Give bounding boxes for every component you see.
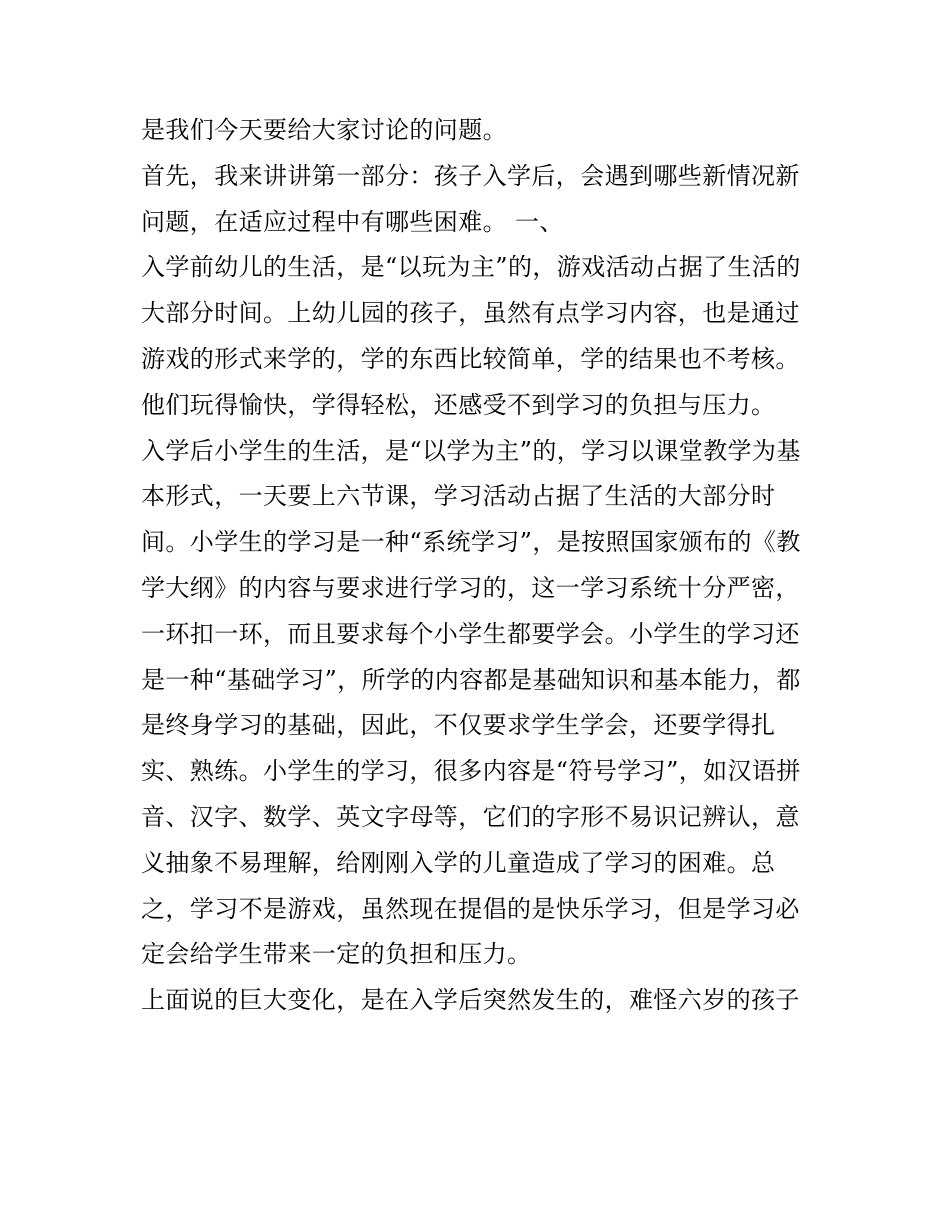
text-line: 音、汉字、数学、英文字母等，它们的字形不易识记辨认，意 (141, 802, 800, 831)
text-line: 定会给学生带来一定的负担和压力。 (141, 940, 532, 969)
text-line: 实、熟练。小学生的学习，很多内容是“符号学习”，如汉语拼 (141, 757, 801, 786)
text-line: 问题，在适应过程中有哪些困难。 一、 (141, 207, 564, 236)
text-line: 本形式，一天要上六节课，学习活动占据了生活的大部分时 (141, 482, 776, 511)
text-line: 大部分时间。上幼儿园的孩子，虽然有点学习内容，也是通过 (141, 299, 800, 328)
text-line: 他们玩得愉快，学得轻松，还感受不到学习的负担与压力。 (141, 390, 776, 419)
text-line: 入学前幼儿的生活，是“以玩为主”的，游戏活动占据了生活的 (141, 253, 801, 282)
text-line: 义抽象不易理解，给刚刚入学的儿童造成了学习的困难。总 (141, 848, 776, 877)
text-line: 上面说的巨大变化，是在入学后突然发生的，难怪六岁的孩子 (141, 986, 800, 1015)
text-line: 首先，我来讲讲第一部分：孩子入学后，会遇到哪些新情况新 (141, 161, 800, 190)
text-line: 间。小学生的学习是一种“系统学习”，是按照国家颁布的《教 (141, 528, 801, 557)
text-line: 一环扣一环，而且要求每个小学生都要学会。小学生的学习还 (141, 619, 800, 648)
body-text (141, 108, 821, 1024)
text-line: 游戏的形式来学的，学的东西比较简单，学的结果也不考核。 (141, 344, 800, 373)
text-line: 是一种“基础学习”，所学的内容都是基础知识和基本能力，都 (141, 665, 801, 694)
text-line: 学大纲》的内容与要求进行学习的，这一学习系统十分严密， (141, 573, 800, 602)
text-line: 之，学习不是游戏，虽然现在提倡的是快乐学习，但是学习必 (141, 894, 800, 923)
text-line: 入学后小学生的生活，是“以学为主”的，学习以课堂教学为基 (141, 436, 801, 465)
text-line: 是终身学习的基础，因此，不仅要求学生学会，还要学得扎 (141, 711, 776, 740)
text-line: 是我们今天要给大家讨论的问题。 (141, 116, 507, 144)
